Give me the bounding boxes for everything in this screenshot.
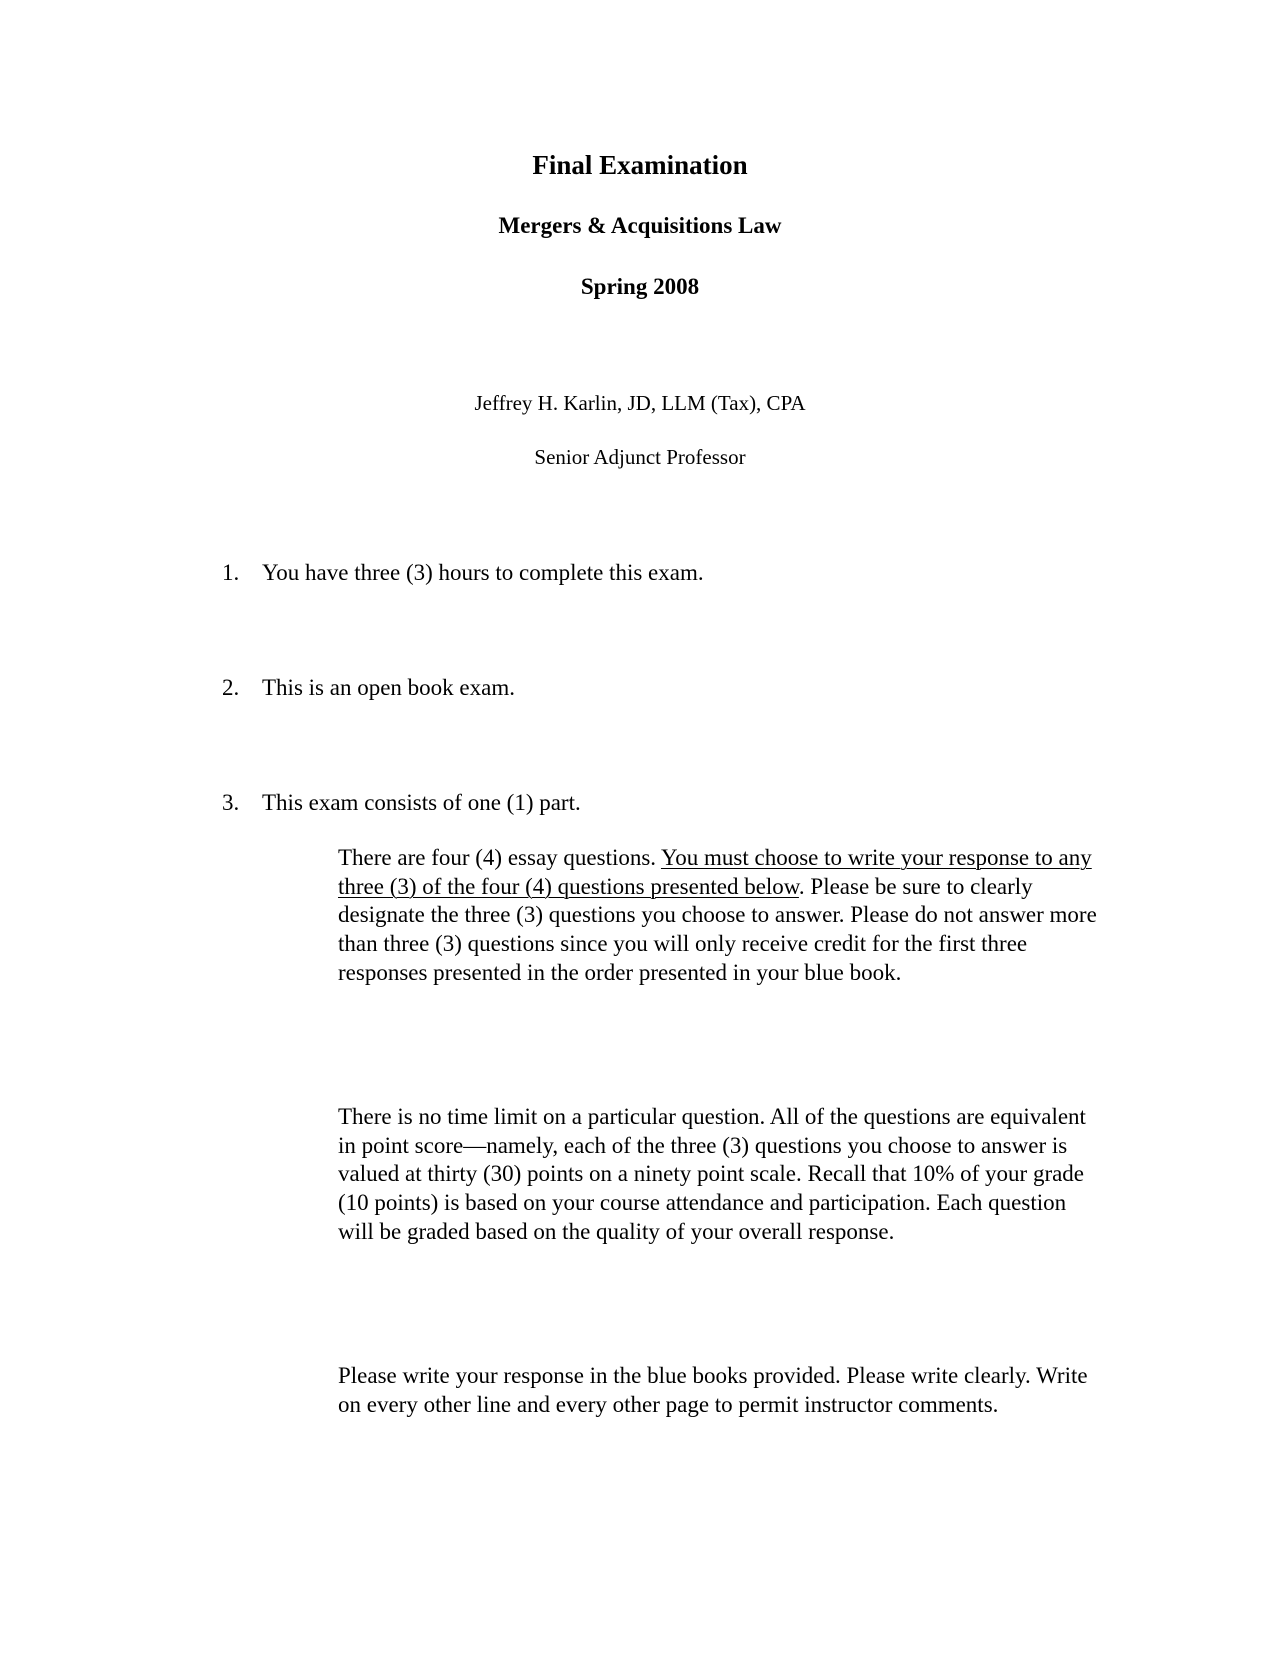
course-title: Mergers & Acquisitions Law <box>498 213 782 238</box>
instruction-number: 1. <box>222 560 240 585</box>
essay-questions-lead: There are four (4) essay questions. <box>338 845 661 870</box>
instructor-position: Senior Adjunct Professor <box>534 445 746 469</box>
instruction-item-2 <box>222 675 515 701</box>
instruction-item-1 <box>222 560 704 586</box>
essay-questions-requirement: You must choose to write your response to any three (3) of the four (4) questions presented below <box>338 845 1092 899</box>
essay-questions-paragraph <box>338 844 1098 988</box>
blue-book-paragraph: Please write your response in the blue books provided. Please write clearly. Write on every other line and every other page to permit instructor comments. <box>338 1363 1088 1417</box>
instructor-name: Jeffrey H. Karlin, JD, LLM (Tax), CPA <box>474 391 806 415</box>
exam-title: Final Examination <box>532 150 748 180</box>
instruction-text: This is an open book exam. <box>262 675 515 700</box>
instruction-text: You have three (3) hours to complete this exam. <box>262 560 704 585</box>
instruction-item-3 <box>222 790 581 816</box>
instruction-number: 3. <box>222 790 240 815</box>
essay-questions-rest: . Please be sure to clearly designate the three (3) questions you choose to answer. Please do not answer more than three (3) questions since you will only receive credit for the first three responses presented in the order presented in your blue book. <box>338 873 1097 985</box>
scoring-paragraph: There is no time limit on a particular question. All of the questions are equivalent in point score—namely, each of the three (3) questions you choose to answer is valued at thirty (30) points on a ninety point scale. Recall that 10% of your grade (10 points) is based on your course attendance and participation. Each question will be graded based on the quality of your overall response. <box>338 1104 1086 1244</box>
instruction-text: This exam consists of one (1) part. <box>262 790 581 815</box>
instruction-number: 2. <box>222 675 240 700</box>
exam-term: Spring 2008 <box>580 274 700 299</box>
